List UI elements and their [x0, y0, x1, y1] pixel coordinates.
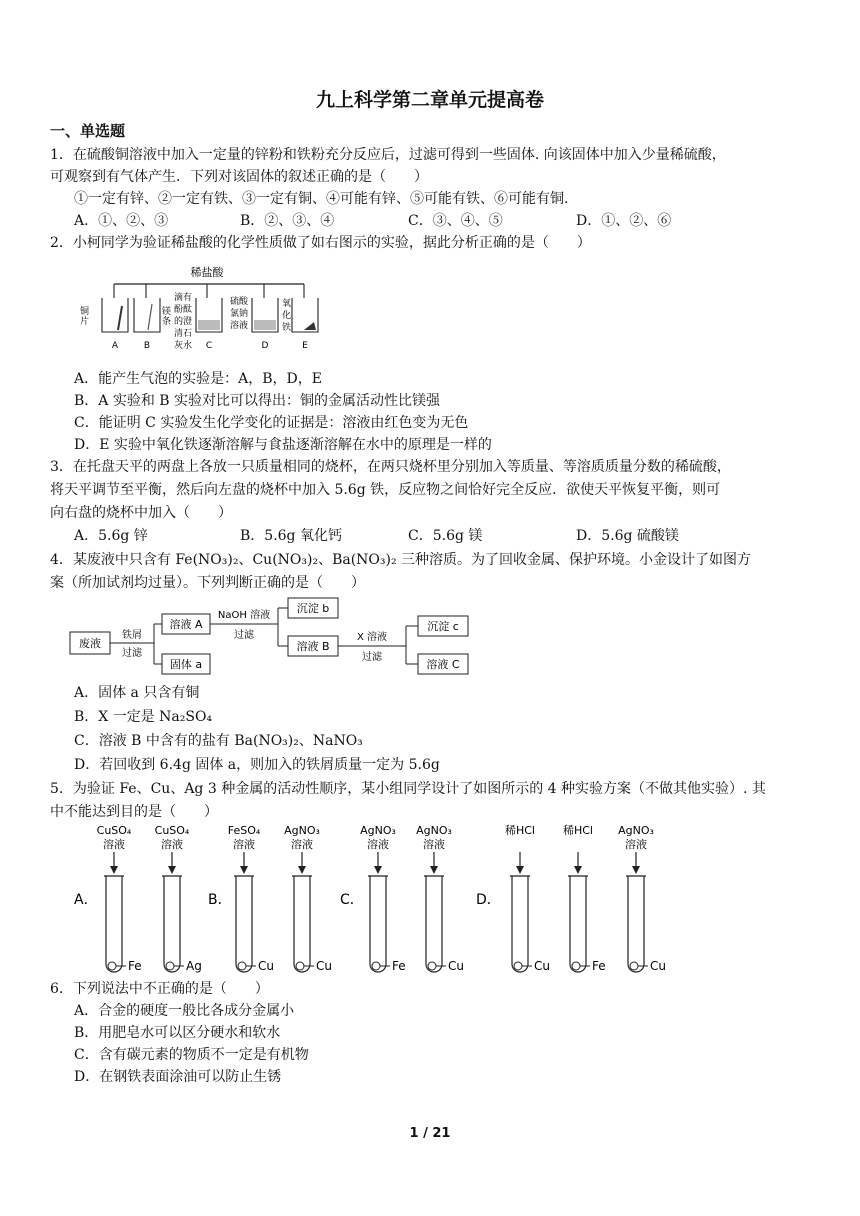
q2-option-d: D．E 实验中氧化铁逐渐溶解与食盐逐渐溶解在水中的原理是一样的	[74, 437, 492, 453]
q2-option-b: B．A 实验和 B 实验对比可以得出：铜的金属活动性比镁强	[74, 393, 441, 409]
q5-test-tube	[426, 876, 442, 972]
q6-option-a: A．合金的硬度一般比各成分金属小	[74, 1003, 295, 1019]
page-title: 九上科学第二章单元提高卷	[315, 89, 544, 111]
svg-text:氯钠: 氯钠	[230, 309, 249, 319]
q5-reagent-state: 溶液	[161, 838, 183, 851]
q5-arrowhead	[110, 866, 118, 874]
q2-letter-e: E	[302, 341, 308, 351]
q5-arrowhead	[516, 866, 524, 874]
q2-acid-label: 稀盐酸	[190, 266, 224, 279]
q5-reagent-name: 稀HCl	[504, 824, 536, 837]
q5-reagent-state: 溶液	[103, 838, 125, 851]
q5-test-tube	[164, 876, 180, 972]
q2-letter-a: A	[111, 341, 119, 351]
q5-metal-piece	[372, 962, 380, 970]
q5-metal-piece	[514, 962, 522, 970]
q5-line1: 5．为验证 Fe、Cu、Ag 3 种金属的活动性顺序，某小组同学设计了如图所示的 4 种实验方案（不做其他实验）. 其	[50, 781, 766, 797]
q4-node-sol-c: 溶液 C	[426, 658, 460, 671]
q3-line1: 3．在托盘天平的两盘上各放一只质量相同的烧杯，在两只烧杯里分别加入等质量、等溶质质量分数的稀硫酸，	[50, 459, 731, 475]
q4-step1-op: 过滤	[122, 648, 142, 659]
section-heading: 一、单选题	[50, 122, 126, 140]
q4-option-b: B．X 一定是 Na₂SO₄	[74, 709, 213, 725]
q5-arrowhead	[168, 866, 176, 874]
page-number: 1 / 21	[409, 1126, 451, 1141]
q5-reagent-state: 溶液	[367, 838, 389, 851]
q3-option-b: B．5.6g 氧化钙	[240, 528, 342, 544]
q5-metal-label: Cu	[316, 959, 332, 973]
q5-metal-label: Cu	[448, 959, 464, 973]
q5-metal-label: Fe	[128, 959, 142, 973]
q5-metal-piece	[296, 962, 304, 970]
svg-text:条: 条	[162, 317, 172, 327]
q5-metal-piece	[428, 962, 436, 970]
q2-label-lime: 滴有	[174, 293, 193, 303]
q4-step3-op: 过滤	[362, 652, 382, 663]
q5-metal-label: Fe	[592, 959, 606, 973]
q5-test-tube	[294, 876, 310, 972]
q2-stem: 2．小柯同学为验证稀盐酸的化学性质做了如右图示的实验，据此分析正确的是（ ）	[50, 235, 591, 251]
q4-flowchart	[66, 594, 476, 684]
q3-option-d: D．5.6g 硫酸镁	[576, 528, 679, 544]
q1-line3: ①一定有锌、②一定有铁、③一定有铜、④可能有锌、⑤可能有铁、⑥可能有铜.	[74, 191, 569, 207]
q4-node-waste: 废液	[79, 637, 101, 650]
q4-node-sol-b: 溶液 B	[296, 640, 330, 653]
svg-text:灰水: 灰水	[174, 341, 193, 351]
q5-metal-label: Ag	[186, 959, 202, 973]
q2-label-mg: 镁	[162, 307, 172, 317]
q5-reagent-name: AgNO₃	[284, 824, 320, 837]
q5-group-letter: C．	[340, 892, 364, 908]
q5-metal-piece	[630, 962, 638, 970]
q5-reagent-name: CuSO₄	[96, 824, 132, 837]
q5-arrowhead	[430, 866, 438, 874]
q5-arrowhead	[240, 866, 248, 874]
q4-step2-reagent: NaOH 溶液	[217, 610, 271, 621]
q5-test-tube	[370, 876, 386, 972]
q5-reagent-name: CuSO₄	[154, 824, 190, 837]
q1-line1: 1．在硫酸铜溶液中加入一定量的锌粉和铁粉充分反应后，过滤可得到一些固体. 向该固体中加入少量稀硫酸，	[50, 147, 726, 163]
q5-tubes-svg	[0, 820, 860, 980]
q1-option-a: A．①、②、③	[74, 213, 169, 229]
q2-letter-c: C	[205, 341, 213, 351]
q4-option-a: A．固体 a 只含有铜	[74, 685, 200, 701]
q5-reagent-name: AgNO₃	[618, 824, 654, 837]
q5-group-letter: B．	[208, 892, 232, 908]
q5-arrowhead	[574, 866, 582, 874]
q5-reagent-name: AgNO₃	[360, 824, 396, 837]
q4-line1: 4．某废液中只含有 Fe(NO₃)₂、Cu(NO₃)₂、Ba(NO₃)₂ 三种溶质。为了回收金属、保护环境。小金设计了如图方	[50, 552, 752, 568]
q4-node-prec-c: 沉淀 c	[427, 620, 459, 633]
q5-metal-label: Cu	[650, 959, 666, 973]
svg-text:铁: 铁	[282, 323, 292, 333]
q5-group-letter: A．	[74, 892, 98, 908]
q4-step1-reagent: 铁屑	[122, 630, 142, 641]
q6-stem: 6．下列说法中不正确的是（ ）	[50, 981, 269, 997]
q5-reagent-state: 溶液	[423, 838, 445, 851]
q1-option-c: C．③、④、⑤	[408, 213, 503, 229]
q5-test-tube	[570, 876, 586, 972]
q5-test-tube	[106, 876, 122, 972]
q3-option-a: A．5.6g 锌	[74, 528, 148, 544]
q2-label-salt: 硫酸	[230, 297, 249, 307]
q2-option-a: A．能产生气泡的实验是：A，B，D，E	[74, 371, 322, 387]
svg-text:溶液: 溶液	[230, 321, 249, 331]
q4-option-c: C．溶液 B 中含有的盐有 Ba(NO₃)₂、NaNO₃	[74, 733, 363, 749]
q2-letter-b: B	[143, 341, 151, 351]
q5-figure	[0, 820, 860, 980]
q5-reagent-state: 溶液	[233, 838, 255, 851]
q5-reagent-name: FeSO₄	[227, 824, 261, 837]
svg-text:片: 片	[80, 317, 90, 327]
q5-metal-piece	[572, 962, 580, 970]
q5-metal-label: Cu	[258, 959, 274, 973]
q2-option-c: C．能证明 C 实验发生化学变化的证据是：溶液由红色变为无色	[74, 415, 469, 431]
q5-metal-label: Fe	[392, 959, 406, 973]
q5-metal-piece	[108, 962, 116, 970]
svg-text:化: 化	[282, 311, 292, 321]
q4-line2: 案（所加试剂均过量）。下列判断正确的是（ ）	[50, 575, 365, 591]
q5-reagent-name: 稀HCl	[562, 824, 594, 837]
q4-option-d: D．若回收到 6.4g 固体 a，则加入的铁屑质量一定为 5.6g	[74, 757, 440, 773]
q5-test-tube	[512, 876, 528, 972]
q5-metal-label: Cu	[534, 959, 550, 973]
q5-metal-piece	[166, 962, 174, 970]
q4-node-solid-a: 固体 a	[169, 658, 203, 671]
q6-option-c: C．含有碳元素的物质不一定是有机物	[74, 1047, 309, 1063]
q1-line2: 可观察到有气体产生．下列对该固体的叙述正确的是（ ）	[50, 169, 428, 185]
q5-reagent-name: AgNO₃	[416, 824, 452, 837]
q1-option-b: B．②、③、④	[240, 213, 335, 229]
q5-metal-piece	[238, 962, 246, 970]
q5-arrowhead	[374, 866, 382, 874]
q1-option-d: D．①、②、⑥	[576, 213, 672, 229]
q4-step3-reagent: X 溶液	[356, 632, 388, 643]
q5-arrowhead	[632, 866, 640, 874]
q5-group-letter: D．	[476, 892, 501, 908]
q5-reagent-state: 溶液	[625, 838, 647, 851]
svg-text:的澄: 的澄	[174, 317, 193, 327]
q3-line3: 向右盘的烧杯中加入（ ）	[50, 505, 232, 521]
q6-option-d: D．在钢铁表面涂油可以防止生锈	[74, 1069, 282, 1085]
svg-text:酚酞: 酚酞	[174, 305, 193, 315]
q4-node-sol-a: 溶液 A	[169, 618, 203, 631]
q4-node-prec-b: 沉淀 b	[296, 602, 330, 615]
q6-option-b: B．用肥皂水可以区分硬水和软水	[74, 1025, 281, 1041]
q3-line2: 将天平调节至平衡，然后向左盘的烧杯中加入 5.6g 铁，反应物之间恰好完全反应．欲使天平恢复平衡，则可	[50, 482, 721, 498]
q5-line2: 中不能达到目的是（ ）	[50, 804, 218, 820]
q4-step2-op: 过滤	[234, 630, 254, 641]
q5-test-tube	[236, 876, 252, 972]
q2-label-fe2o3: 氧	[282, 299, 292, 309]
q2-letter-d: D	[261, 341, 269, 351]
q5-reagent-state: 溶液	[291, 838, 313, 851]
q2-figure	[74, 262, 334, 362]
q2-label-copper: 铜	[80, 307, 90, 317]
q3-option-c: C．5.6g 镁	[408, 528, 483, 544]
q5-test-tube	[628, 876, 644, 972]
q5-arrowhead	[298, 866, 306, 874]
svg-text:清石: 清石	[174, 329, 193, 339]
